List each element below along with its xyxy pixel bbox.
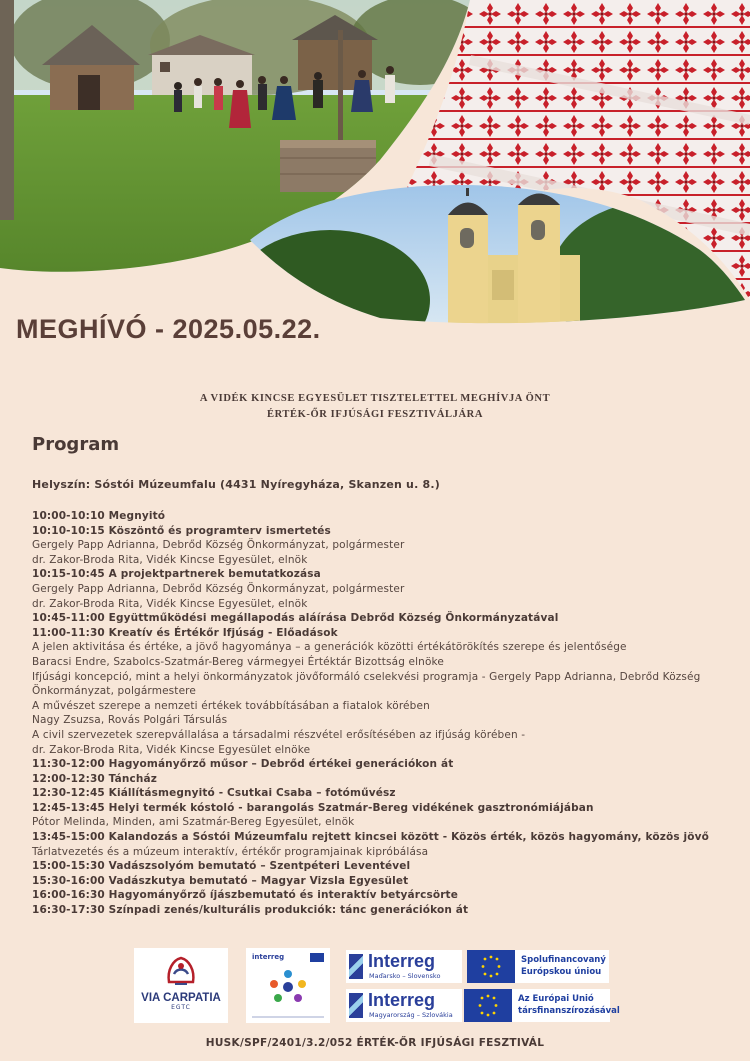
schedule-line: 15:00-15:30 Vadászsolyóm bemutató – Szentpéteri Leventével <box>32 860 411 873</box>
via-carpatia-emblem-icon <box>161 954 201 990</box>
intro-line-2: ÉRTÉK-ŐR IFJÚSÁGI FESZTIVÁLJÁRA <box>266 409 483 420</box>
partner-logos <box>0 948 750 1024</box>
schedule-line: 10:00-10:10 Megnyitó <box>32 510 166 522</box>
eu-flag-small-icon <box>310 953 324 962</box>
eu-cofunded-sk-text: Spolufinancovaný Európskou úniou <box>521 955 606 977</box>
schedule-line: 10:10-10:15 Köszöntő és programterv ismertetés <box>32 524 331 537</box>
intro-line-1: A VIDÉK KINCSE EGYESÜLET TISZTELETTEL MEGHÍVJA ÖNT <box>199 393 551 404</box>
interreg-sk-region: Maďarsko – Slovensko <box>369 972 441 980</box>
eu-cofunded-hu <box>464 989 620 1022</box>
schedule-line: Nagy Zsuzsa, Rovás Polgári Társulás <box>32 714 228 727</box>
eu-cofunded-hu-text: Az Európai Unió társfinanszírozásával <box>518 994 620 1016</box>
schedule-line: A civil szervezetek szerepvállalása a társadalmi részvétel erősítésében az ifjúság körében - <box>32 728 526 741</box>
interreg-project-logo <box>246 948 330 1023</box>
interreg-hu-logo <box>346 989 462 1022</box>
people-circle-icon <box>266 966 310 1006</box>
schedule-line: dr. Zakor-Broda Rita, Vidék Kincse Egyesület, elnök <box>32 597 308 610</box>
program-heading: Program <box>32 434 120 455</box>
schedule-line: 13:45-15:00 Kalandozás a Sóstói Múzeumfalu rejtett kincsei között - Közös érték, közös hagyomány, közös jövő <box>32 831 710 844</box>
schedule-line: A művészet szerepe a nemzeti értékek továbbításában a fiatalok körében <box>32 699 430 712</box>
schedule-line: 16:00-16:30 Hagyományőrző íjászbemutató és interaktív betyárcsörte <box>32 889 458 902</box>
page-title: MEGHÍVÓ - 2025.05.22. <box>16 314 321 344</box>
schedule-line: Ifjúsági koncepció, mint a helyi önkormányzatok jövőformáló cselekvési programja - Gergely Papp Adrianna, Debrőd Község Önkormányzat, polgármestere <box>32 670 701 698</box>
schedule-line: Gergely Papp Adrianna, Debrőd Község Önkormányzat, polgármester <box>32 539 405 552</box>
hero-collage <box>0 0 750 330</box>
program-schedule <box>32 509 747 918</box>
schedule-line: 16:30-17:30 Színpadi zenés/kulturális produkciók: tánc generációkon át <box>32 904 469 917</box>
interreg-hu-brand: Interreg <box>368 990 436 1010</box>
schedule-line: dr. Zakor-Broda Rita, Vidék Kincse Egyesület elnöke <box>32 743 311 756</box>
schedule-line: dr. Zakor-Broda Rita, Vidék Kincse Egyesület, elnök <box>32 553 308 566</box>
schedule-line: 11:30-12:00 Hagyományőrző műsor – Debrőd értékei generációkon át <box>32 758 454 771</box>
interreg-wave-icon <box>349 993 363 1018</box>
schedule-line: Tárlatvezetés és a múzeum interaktív, értékőr programjainak kipróbálása <box>32 845 429 858</box>
schedule-line: A jelen aktivitása és értéke, a jövő hagyománya – a generációk közötti értékátörökítés szerepe és jelentősége <box>32 641 627 654</box>
schedule-line: 12:30-12:45 Kiállításmegnyitó - Csutkai Csaba – fotóművész <box>32 787 396 800</box>
schedule-line: 10:15-10:45 A projektpartnerek bemutatkozása <box>32 568 321 581</box>
invitation-intro <box>0 391 750 423</box>
interreg-sk-brand: Interreg <box>368 951 436 971</box>
via-carpatia-logo <box>134 948 228 1023</box>
project-footer: HUSK/SPF/2401/3.2/052 ÉRTÉK-ŐR IFJÚSÁGI FESZTIVÁL <box>205 1037 545 1049</box>
interreg-wave-icon <box>349 954 363 979</box>
venue-line: Helyszín: Sóstói Múzeumfalu (4431 Nyíregyháza, Skanzen u. 8.) <box>32 478 440 491</box>
eu-cofunded-sk <box>467 950 609 983</box>
interreg-sk-logo <box>346 950 462 983</box>
schedule-line: 15:30-16:00 Vadászkutya bemutató – Magyar Vizsla Egyesület <box>32 874 409 887</box>
eu-flag-icon <box>464 989 512 1022</box>
schedule-line: Gergely Papp Adrianna, Debrőd Község Önkormányzat, polgármester <box>32 582 405 595</box>
via-carpatia-sub: EGTC <box>171 1004 191 1011</box>
eu-flag-icon <box>467 950 515 983</box>
schedule-line: 10:45-11:00 Együttműködési megállapodás aláírása Debrőd Község Önkormányzatával <box>32 612 559 625</box>
schedule-line: Baracsi Endre, Szabolcs-Szatmár-Bereg vármegyei Értéktár Bizottság elnöke <box>32 655 445 668</box>
interreg-hu-region: Magyarország – Szlovákia <box>369 1011 453 1019</box>
schedule-line: 12:00-12:30 Táncház <box>32 772 157 785</box>
schedule-line: 11:00-11:30 Kreatív és Értékőr Ifjúság - Előadások <box>32 626 338 639</box>
schedule-line: Pótor Melinda, Minden, ami Szatmár-Bereg Egyesület, elnök <box>32 816 355 829</box>
schedule-line: 12:45-13:45 Helyi termék kóstoló - barangolás Szatmár-Bereg vidékének gasztronómiájában <box>32 801 594 814</box>
via-carpatia-name: VIA CARPATIA <box>141 992 221 1004</box>
interreg-small-label: interreg <box>252 953 285 961</box>
